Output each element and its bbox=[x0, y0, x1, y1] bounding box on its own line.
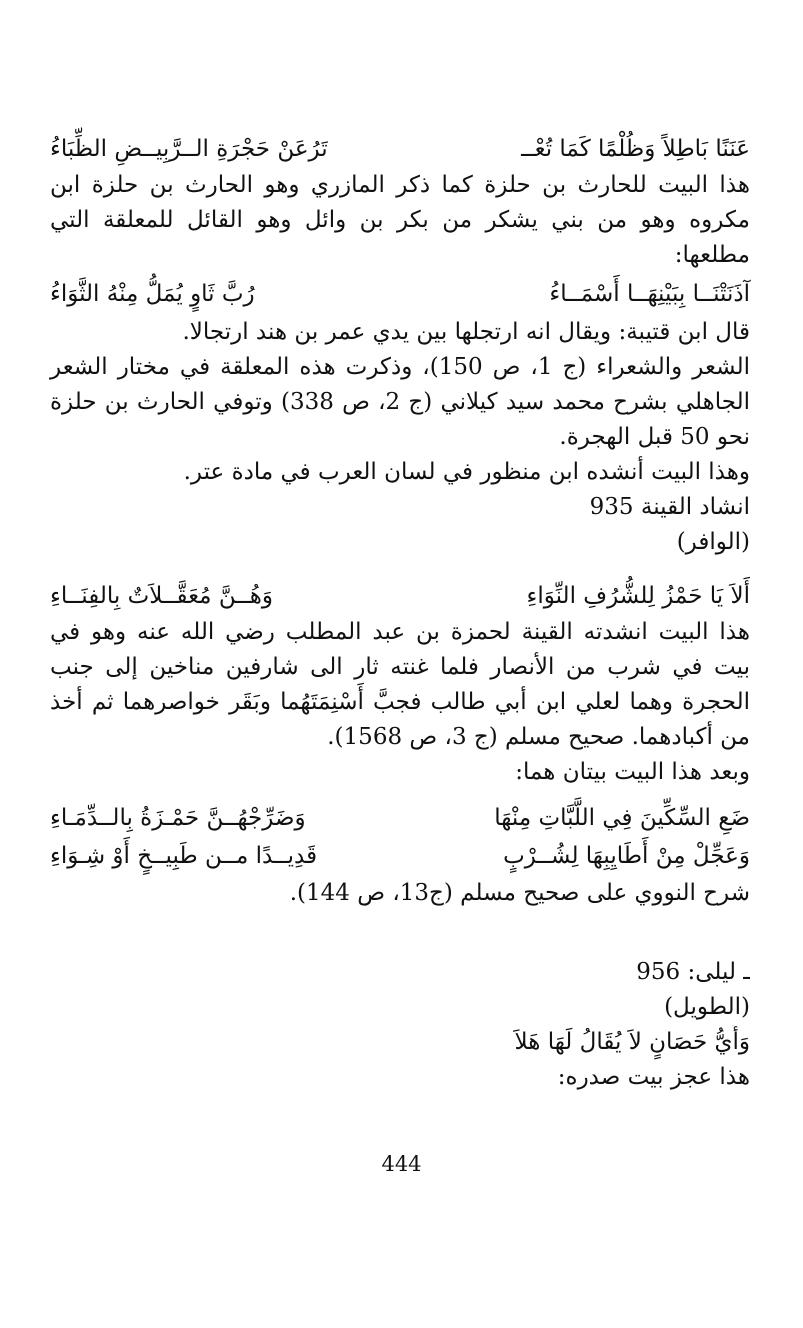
page-number: 444 bbox=[381, 1152, 422, 1176]
verse-5 bbox=[50, 838, 750, 874]
meter-label-tawil: (الطويل) bbox=[664, 994, 750, 1020]
verse-1 bbox=[50, 131, 750, 167]
paragraph-hamza-story: هذا البيت انشدته القينة لحمزة بن عبد المطلب رضي الله عنه وهو في بيت في شرب من الأنصار فلما غنته ثار الى شارفين مناخين إلى جنب الحجرة وهما لعلي ابن أبي طالب فجبَّ أَسْنِمَتَهُما وبَقَر خواصرهما ثم أخذ من أكبادهما. صحيح مسلم (ج 3، ص 1568). bbox=[50, 619, 750, 750]
verse-3-second-hemistich: وَهُــنَّ مُعَقَّــلاَتٌ بِالفِنَــاءِ bbox=[50, 583, 274, 609]
paragraph-nawawi-source: شرح النووي على صحيح مسلم (ج13، ص 144). bbox=[289, 880, 750, 906]
verse-2-second-hemistich: رُبَّ ثَاوٍ يُمَلُّ مِنْهُ الثَّوَاءُ bbox=[50, 281, 255, 307]
verse-1-second-hemistich: تَرُعَنْ حَجْرَةِ الــرَّبِيــضِ الظِّبَاءُ bbox=[50, 136, 328, 162]
text-block-4 bbox=[50, 876, 750, 911]
verse-5-second-hemistich: قَدِيــدًا مــن طَبِيــخٍ أَوْ شِـوَاءِ bbox=[50, 843, 318, 869]
hemistich-layla: وَأَيُّ حَصَانٍ لاَ يُقَالُ لَهَا هَلاَ bbox=[514, 1029, 750, 1055]
paragraph-haritha-note: هذا البيت للحارث بن حلزة كما ذكر المازري وهو الحارث بن حلزة ابن مكروه وهو من بني يشكر من بكر بن وائل وهو القائل للمعلقة التي مطلعها: bbox=[50, 172, 750, 268]
verse-4-first-hemistich: ضَعِ السِّكِّينَ فِي اللَّبَّاتِ مِنْهَا bbox=[494, 805, 750, 831]
verse-3 bbox=[50, 578, 750, 614]
verse-1-first-hemistich: عَنَنًا بَاطِلاً وَظُلْمًا كَمَا تُعْــ bbox=[521, 136, 750, 162]
paragraph-hemistich-note: هذا عجز بيت صدره: bbox=[557, 1064, 750, 1090]
verse-3-first-hemistich: أَلاَ يَا حَمْزُ لِلشُّرُفِ النِّوَاءِ bbox=[526, 583, 750, 609]
section-heading-956: ـ ليلى: 956 bbox=[636, 959, 750, 985]
section-heading-935: انشاد القينة 935 bbox=[589, 494, 750, 520]
verse-4 bbox=[50, 800, 750, 836]
text-block-3 bbox=[50, 615, 750, 790]
verse-4-second-hemistich: وَضَرِّجْهُــنَّ حَمْـزَةُ بِالــدِّمَـاءِ bbox=[50, 805, 306, 831]
paragraph-sources: الشعر والشعراء (ج 1، ص 150)، وذكرت هذه المعلقة في مختار الشعر الجاهلي بشرح محمد سيد كيلاني (ج 2، ص 338) وتوفي الحارث بن حلزة نحو 50 قبل الهجرة. bbox=[50, 354, 750, 450]
text-block-5 bbox=[50, 955, 750, 1095]
paragraph-lisan-al-arab: وهذا البيت أنشده ابن منظور في لسان العرب في مادة عتر. bbox=[183, 459, 750, 485]
text-block-1 bbox=[50, 168, 750, 273]
paragraph-ibn-qutayba: قال ابن قتيبة: ويقال انه ارتجلها بين يدي عمر بن هند ارتجالا. bbox=[182, 319, 750, 345]
meter-label-wafir: (الوافر) bbox=[676, 529, 750, 555]
verse-2-first-hemistich: آذَنَتْنَــا بِبَيْنِهَــا أَسْمَــاءُ bbox=[549, 281, 750, 307]
paragraph-two-verses-intro: وبعد هذا البيت بيتان هما: bbox=[515, 759, 750, 785]
verse-5-first-hemistich: وَعَجِّلْ مِنْ أَطَايِبِهَا لِشُــرْبٍ bbox=[503, 843, 750, 869]
verse-2 bbox=[50, 276, 750, 312]
text-block-2 bbox=[50, 315, 750, 560]
